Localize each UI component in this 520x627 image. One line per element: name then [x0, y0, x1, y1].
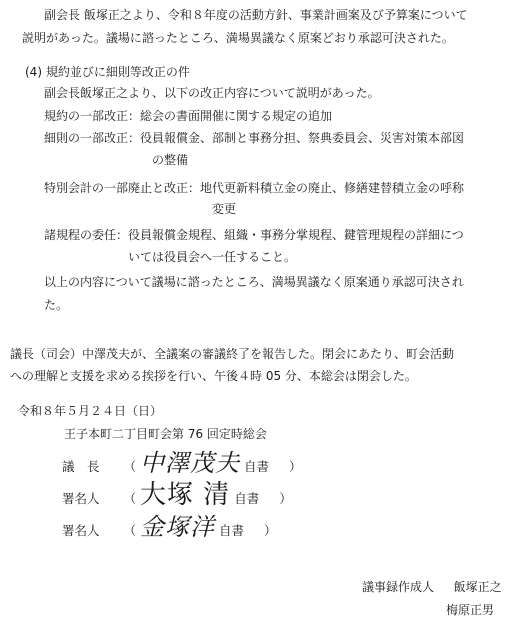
meeting-date: 令和８年５月２４日（日） — [18, 404, 163, 418]
closing-line1: 議長（司会）中澤茂夫が、全議案の審議終了を報告した。閉会にあたり、町会活動 — [10, 347, 455, 361]
signature-role: 署名人 — [62, 523, 100, 538]
meeting-name: 王子本町二丁目町会第 76 回定時総会 — [64, 427, 267, 441]
section1-line1: 副会長 飯塚正之より、令和８年度の活動方針、事業計画案及び予算案について — [44, 8, 468, 22]
handwritten-signature: 中澤茂夫 — [139, 449, 240, 477]
signature-open-paren: （ — [123, 459, 136, 474]
signature-close-paren: ） — [279, 491, 292, 506]
signature-open-paren: （ — [123, 491, 136, 506]
section2-result-line2: た。 — [44, 298, 69, 312]
section1-line2: 説明があった。議場に諮ったところ、満場異議なく原案どおり承認可決された。 — [22, 31, 454, 45]
signature-row-signer-2 — [62, 513, 277, 542]
minutes-taker-name: 梅原正男 — [446, 603, 495, 617]
minutes-taker-line1 — [362, 576, 502, 598]
signature-note: 自書 — [243, 459, 269, 474]
section2-result-line1: 以上の内容について議場に諮ったところ、満場異議なく原案通り承認可決され — [44, 275, 464, 289]
minutes-taker-line2 — [446, 599, 494, 621]
amendment-item-bylaws: 規約の一部改正：総会の書面開催に関する規定の追加 — [44, 109, 333, 123]
handwritten-signature: 金塚洋 — [139, 513, 215, 541]
minutes-taker-label: 議事録作成人 — [362, 580, 435, 594]
section2-heading: (4) 規約並びに細則等改正の件 — [25, 65, 190, 79]
signature-close-paren: ） — [288, 459, 302, 474]
signature-close-paren: ） — [263, 523, 277, 538]
amendment-item-special-account-line2: 変更 — [212, 202, 237, 216]
amendment-item-special-account-line1: 特別会計の一部廃止と改正：地代更新料積立金の廃止、修繕建替積立金の呼称 — [44, 181, 465, 195]
amendment-item-rules-line1: 細則の一部改正：役員報償金、部制と事務分担、祭典委員会、災害対策本部図 — [44, 131, 465, 145]
signature-role: 署名人 — [62, 491, 100, 506]
signature-note: 自書 — [218, 523, 244, 538]
signature-note: 自書 — [234, 491, 260, 506]
amendment-item-rules-line2: の整備 — [152, 153, 189, 167]
amendment-item-regulations-line2: いては役員会へ一任すること。 — [128, 250, 297, 264]
section2-intro: 副会長飯塚正之より、以下の改正内容について説明があった。 — [44, 86, 380, 100]
handwritten-signature: 大塚 清 — [139, 480, 231, 510]
amendment-item-regulations-line1: 諸規程の委任：役員報償金規程、組織・事務分掌規程、鍵管理規程の詳細につ — [44, 228, 464, 242]
signature-role: 議 長 — [62, 459, 100, 474]
signature-row-chair — [62, 449, 302, 478]
signature-open-paren: （ — [123, 523, 136, 538]
minutes-taker-name: 飯塚正之 — [453, 580, 502, 594]
signature-row-signer-1 — [62, 480, 292, 510]
closing-line2: への理解と支援を求める挨拶を行い、午後４時 05 分、本総会は閉会した。 — [10, 369, 417, 383]
